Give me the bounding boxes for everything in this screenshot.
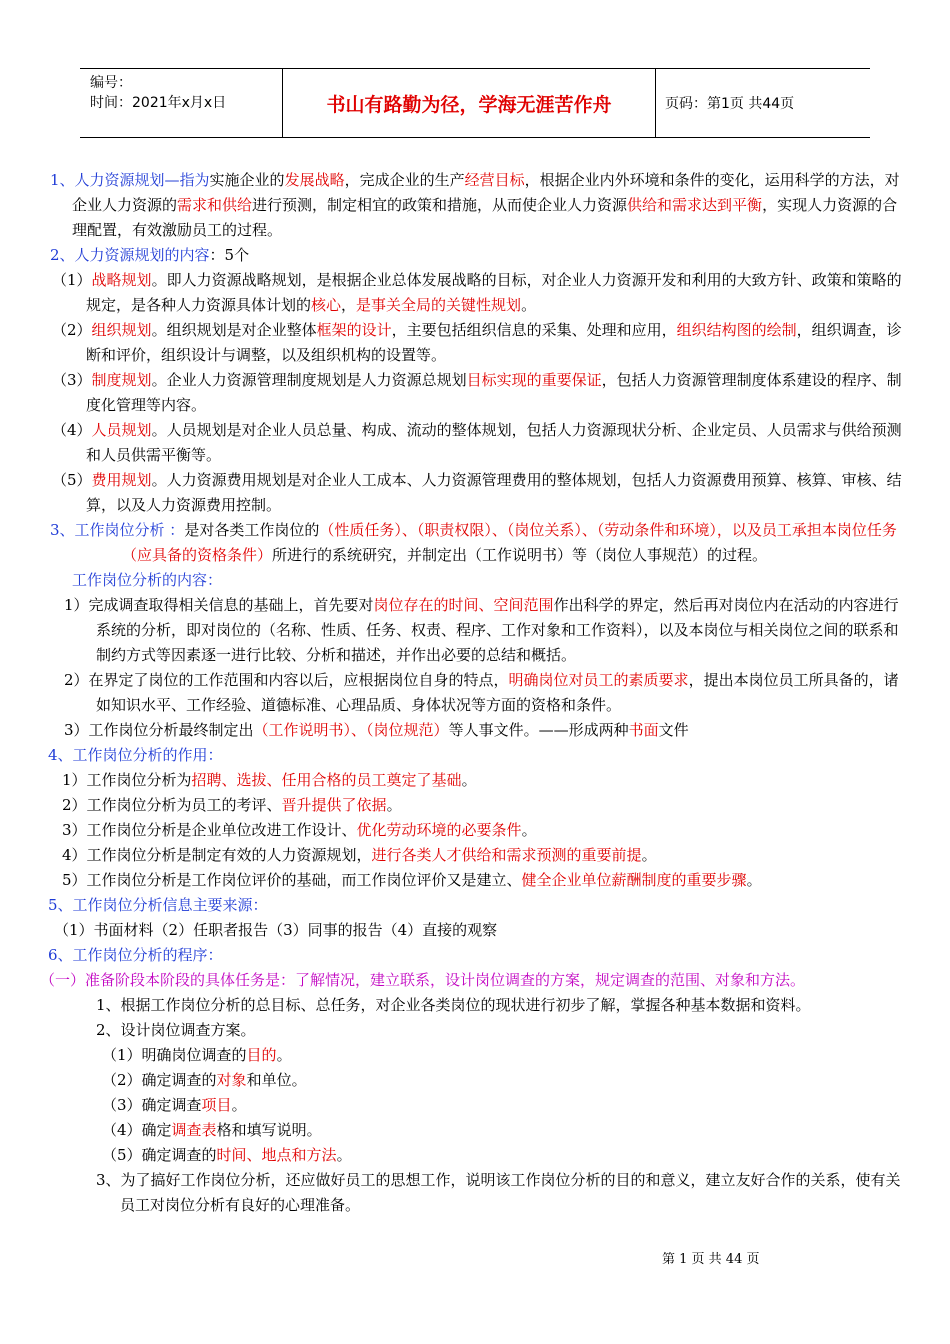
text: 。人员规划是对企业人员总量、构成、流动的整体规划，包括人力资源现状分析、企业定员、人员需求与供给预测和人员供需平衡等。 [86, 421, 902, 464]
highlight: 晋升提供了依据 [281, 796, 387, 814]
section-6-title [40, 943, 908, 968]
text: 。 [386, 796, 402, 814]
text: ，主要包括组织信息的采集、处理和应用， [391, 321, 677, 339]
role-item [40, 793, 908, 818]
text: （4）确定 [102, 1121, 172, 1139]
plan-item [40, 268, 908, 318]
survey-item [40, 1143, 908, 1168]
highlight: 招聘、选拔、任用合格的员工奠定了基础 [191, 771, 462, 789]
text: 。 [746, 871, 762, 889]
highlight: 书面 [628, 721, 659, 739]
highlight: （性质任务）、（职责权限）、（岗位关系）、（劳动条件和环境），以及员工承担本岗位任务（应具备的资格条件） [122, 521, 897, 564]
header-meta [80, 69, 283, 137]
highlight: 组织结构图的绘制 [676, 321, 797, 339]
text: 4）工作岗位分析是制定有效的人力资源规划， [62, 846, 372, 864]
text: 1）工作岗位分析为 [62, 771, 192, 789]
plan-item [40, 468, 908, 518]
text: 文件 [658, 721, 689, 739]
survey-item [40, 1043, 908, 1068]
item-key: 组织规划 [91, 321, 152, 339]
text: ，实现人力资源的合理配置，有效激励员工的过程。 [72, 196, 898, 239]
text: 格和填写说明。 [216, 1121, 322, 1139]
text: 。 [641, 846, 657, 864]
text: 等人事文件。——形成两种 [448, 721, 629, 739]
item-key: 制度规划 [91, 371, 152, 389]
document-body [40, 168, 908, 1218]
highlight: 健全企业单位薪酬制度的重要步骤 [521, 871, 747, 889]
plan-item [40, 318, 908, 368]
item-number: （2） [52, 321, 92, 339]
document-header [80, 68, 870, 138]
text: 。 [521, 821, 537, 839]
heading: 2、人力资源规划的内容 [50, 246, 210, 264]
role-item [40, 843, 908, 868]
highlight: 目标实现的重要保证 [466, 371, 602, 389]
header-page-info: 页码：第1页 共44页 [665, 96, 795, 112]
text: 。 [231, 1096, 247, 1114]
source-list: （1）书面材料（2）任职者报告（3）同事的报告（4）直接的观察 [54, 921, 498, 939]
highlight: 核心 [311, 296, 342, 314]
text: ，完成企业的生产 [344, 171, 465, 189]
text: 。即人力资源战略规划，是根据企业总体发展战略的目标，对企业人力资源开发和利用的大致方针、政策和策略的规定，是各种人力资源具体计划的 [86, 271, 902, 314]
text: （3）确定调查 [102, 1096, 202, 1114]
text: 2）在界定了岗位的工作范围和内容以后，应根据岗位自身的特点， [64, 671, 509, 689]
text: ，提出本岗位员工所具备的，诸如知识水平、工作经验、道德标准、心理品质、身体状况等方面的资格和条件。 [96, 671, 899, 714]
heading: 3、工作岗位分析 ： [50, 521, 185, 539]
highlight: 框架的设计 [316, 321, 392, 339]
header-motto: 书山有路勤为径，学海无涯苦作舟 [283, 69, 656, 137]
item-number: （4） [52, 421, 92, 439]
section-5-title [40, 893, 908, 918]
text: 。 [461, 771, 477, 789]
survey-item [40, 1068, 908, 1093]
section-2-title [40, 243, 908, 268]
text: 实施企业的 [209, 171, 285, 189]
text: ：5个 [209, 246, 250, 264]
text: ，组织调查，诊断和评价，组织设计与调整，以及组织机构的设置等。 [86, 321, 902, 364]
text: （1）明确岗位调查的 [102, 1046, 247, 1064]
heading: 4、工作岗位分析的作用： [48, 746, 223, 764]
role-item [40, 768, 908, 793]
highlight: 优化劳动环境的必要条件 [356, 821, 522, 839]
highlight: 目的 [246, 1046, 277, 1064]
highlight: （工作说明书）、（岗位规范） [253, 721, 449, 739]
highlight: 明确岗位对员工的素质要求 [508, 671, 689, 689]
text: 1）完成调查取得相关信息的基础上，首先要对 [64, 596, 374, 614]
page-footer: 第 1 页 共 44 页 [662, 1252, 760, 1267]
stage-step-2: 2、设计岗位调查方案。 [96, 1021, 256, 1039]
role-item [40, 818, 908, 843]
text: 。 [276, 1046, 292, 1064]
text: 3）工作岗位分析是企业单位改进工作设计、 [62, 821, 357, 839]
heading: 6、工作岗位分析的程序： [48, 946, 223, 964]
plan-item [40, 418, 908, 468]
section-1-title: 1、人力资源规划—指为 [50, 171, 210, 189]
text: ， [341, 296, 357, 314]
text: ，包括人力资源管理制度体系建设的程序、制度化管理等内容。 [86, 371, 902, 414]
subheading: 工作岗位分析的内容： [72, 571, 223, 589]
text: 是对各类工作岗位的 [184, 521, 320, 539]
text: 。企业人力资源管理制度规划是人力资源总规划 [151, 371, 467, 389]
section-3-subtitle [40, 568, 908, 593]
text: 进行预测，制定相宜的政策和措施，从而使企业人力资源 [252, 196, 628, 214]
analysis-content-item [40, 668, 908, 718]
highlight: 需求和供给 [177, 196, 253, 214]
highlight: 项目 [201, 1096, 232, 1114]
item-number: （1） [52, 271, 92, 289]
number-label: 编号： [90, 75, 132, 91]
role-item [40, 868, 908, 893]
plan-item [40, 368, 908, 418]
highlight: 调查表 [171, 1121, 217, 1139]
text: 。人力资源费用规划是对企业人工成本、人力资源管理费用的整体规划，包括人力资源费用预算、核算、审核、结算，以及人力资源费用控制。 [86, 471, 902, 514]
section-3 [40, 518, 908, 568]
highlight: 供给和需求达到平衡 [627, 196, 763, 214]
text: （5）确定调查的 [102, 1146, 217, 1164]
text: 。组织规划是对企业整体 [151, 321, 317, 339]
text: 作出科学的界定，然后再对岗位内在活动的内容进行系统的分析，即对岗位的（名称、性质、任务、权责、程序、工作对象和工作资料），以及本岗位与相关岗位之间的联系和制约方式等因素逐一进行比较、分析和描述，并作出必要的总结和概括。 [96, 596, 899, 664]
survey-item [40, 1118, 908, 1143]
item-number: （3） [52, 371, 92, 389]
heading: 5、工作岗位分析信息主要来源： [48, 896, 268, 914]
highlight: 发展战略 [284, 171, 345, 189]
survey-item [40, 1093, 908, 1118]
highlight: 进行各类人才供给和需求预测的重要前提 [371, 846, 642, 864]
highlight: 时间、地点和方法 [216, 1146, 337, 1164]
text: 所进行的系统研究，并制定出（工作说明书）等（岗位人事规范）的过程。 [272, 546, 768, 564]
text: 。 [521, 296, 537, 314]
text: 3）工作岗位分析最终制定出 [64, 721, 254, 739]
text: （2）确定调查的 [102, 1071, 217, 1089]
item-key: 战略规划 [91, 271, 152, 289]
text: 和单位。 [246, 1071, 307, 1089]
item-number: （5） [52, 471, 92, 489]
text: 5）工作岗位分析是工作岗位评价的基础，而工作岗位评价又是建立、 [62, 871, 522, 889]
stage-one: （一）准备阶段本阶段的具体任务是：了解情况，建立联系，设计岗位调查的方案，规定调查的范围、对象和方法。 [40, 971, 806, 989]
analysis-content-item [40, 593, 908, 668]
highlight: 对象 [216, 1071, 247, 1089]
text: 2）工作岗位分析为员工的考评、 [62, 796, 282, 814]
section-4-title [40, 743, 908, 768]
section-1 [40, 168, 908, 243]
highlight: 岗位存在的时间、空间范围 [373, 596, 554, 614]
text: 。 [336, 1146, 352, 1164]
item-key: 人员规划 [91, 421, 152, 439]
highlight: 是事关全局的关键性规划 [356, 296, 522, 314]
stage-step-3: 3、为了搞好工作岗位分析，还应做好员工的思想工作，说明该工作岗位分析的目的和意义，建立友好合作的关系，使有关员工对岗位分析有良好的心理准备。 [96, 1171, 901, 1214]
item-key: 费用规划 [91, 471, 152, 489]
time-label: 时间：2021年x月x日 [90, 95, 227, 111]
analysis-content-item [40, 718, 908, 743]
highlight: 经营目标 [464, 171, 525, 189]
stage-step-1: 1、根据工作岗位分析的总目标、总任务，对企业各类岗位的现状进行初步了解，掌握各种基本数据和资料。 [96, 996, 811, 1014]
text: ，根据企业内外环境和条件的变化，运用科学的方法，对企业人力资源的 [72, 171, 900, 214]
